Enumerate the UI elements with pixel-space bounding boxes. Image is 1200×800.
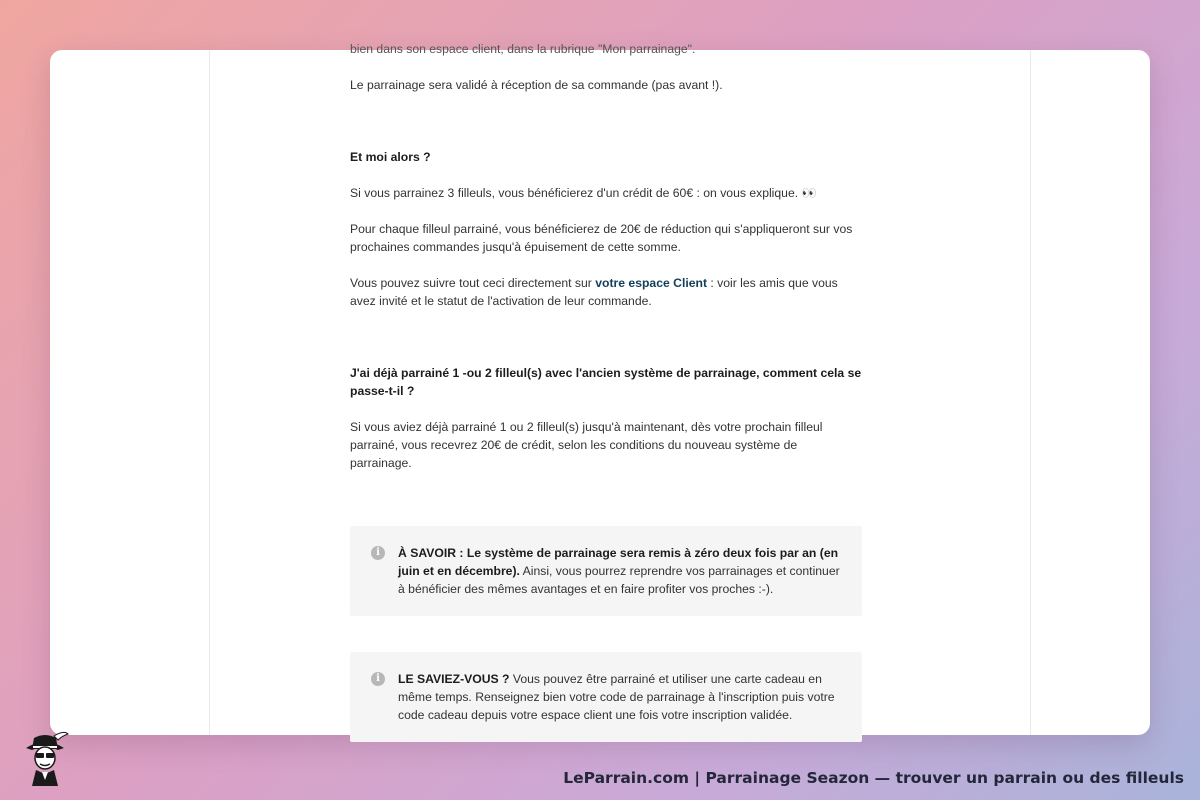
info-box-le-saviez-vous xyxy=(350,652,862,742)
column-divider-left xyxy=(209,50,210,735)
info-box-text: Vous pouvez être parrainé et utiliser une carte cadeau en même temps. Renseignez bien votre code de parrainage à l'inscription puis votre code cadeau depuis votre espace client une fois votre inscription validée. xyxy=(398,672,835,722)
paragraph-credit: Si vous parrainez 3 filleuls, vous bénéficierez d'un crédit de 60€ : on vous explique. 👀 xyxy=(350,186,817,200)
info-box-bold: À SAVOIR : Le système de parrainage sera remis à zéro deux fois par an (en juin et en décembre). xyxy=(398,546,839,578)
paragraph-text-before-link: Vous pouvez suivre tout ceci directement sur xyxy=(350,276,596,290)
paragraph-ancien-systeme: Si vous aviez déjà parrainé 1 ou 2 filleul(s) jusqu'à maintenant, dès votre prochain filleul parrainé, vous recevrez 20€ de crédit, selon les conditions du nouveau système de parrainage. xyxy=(350,420,823,470)
paragraph-text-after-link: : voir les amis que vous avez invité et le statut de l'activation de leur commande. xyxy=(350,276,838,308)
article-body xyxy=(350,40,862,742)
info-icon: i xyxy=(371,546,385,560)
heading-et-moi-alors: Et moi alors ? xyxy=(350,150,431,164)
heading-ancien-systeme: J'ai déjà parrainé 1 -ou 2 filleul(s) avec l'ancien système de parrainage, comment cela se passe-t-il ? xyxy=(350,366,862,398)
info-icon: i xyxy=(371,672,385,686)
mascot-logo xyxy=(18,728,72,788)
info-box-a-savoir xyxy=(350,526,862,616)
page-window xyxy=(50,42,1150,735)
paragraph-cut-off: bien dans son espace client, dans la rubrique "Mon parrainage". xyxy=(350,42,696,56)
info-box-bold: LE SAVIEZ-VOUS ? xyxy=(398,672,510,686)
footer-caption: LeParrain.com | Parrainage Seazon — trouver un parrain ou des filleuls xyxy=(563,769,1184,787)
paragraph-espace-client xyxy=(350,274,862,310)
info-box-text: Ainsi, vous pourrez reprendre vos parrainages et continuer à bénéficier des mêmes avantages et en faire profiter vos proches :-). xyxy=(398,564,840,596)
column-divider-right xyxy=(1030,50,1031,735)
espace-client-link[interactable]: votre espace Client xyxy=(595,276,707,290)
paragraph-reduction: Pour chaque filleul parrainé, vous bénéficierez de 20€ de réduction qui s'appliqueront sur vos prochaines commandes jusqu'à épuisement de cette somme. xyxy=(350,222,853,254)
paragraph-validation: Le parrainage sera validé à réception de sa commande (pas avant !). xyxy=(350,78,723,92)
